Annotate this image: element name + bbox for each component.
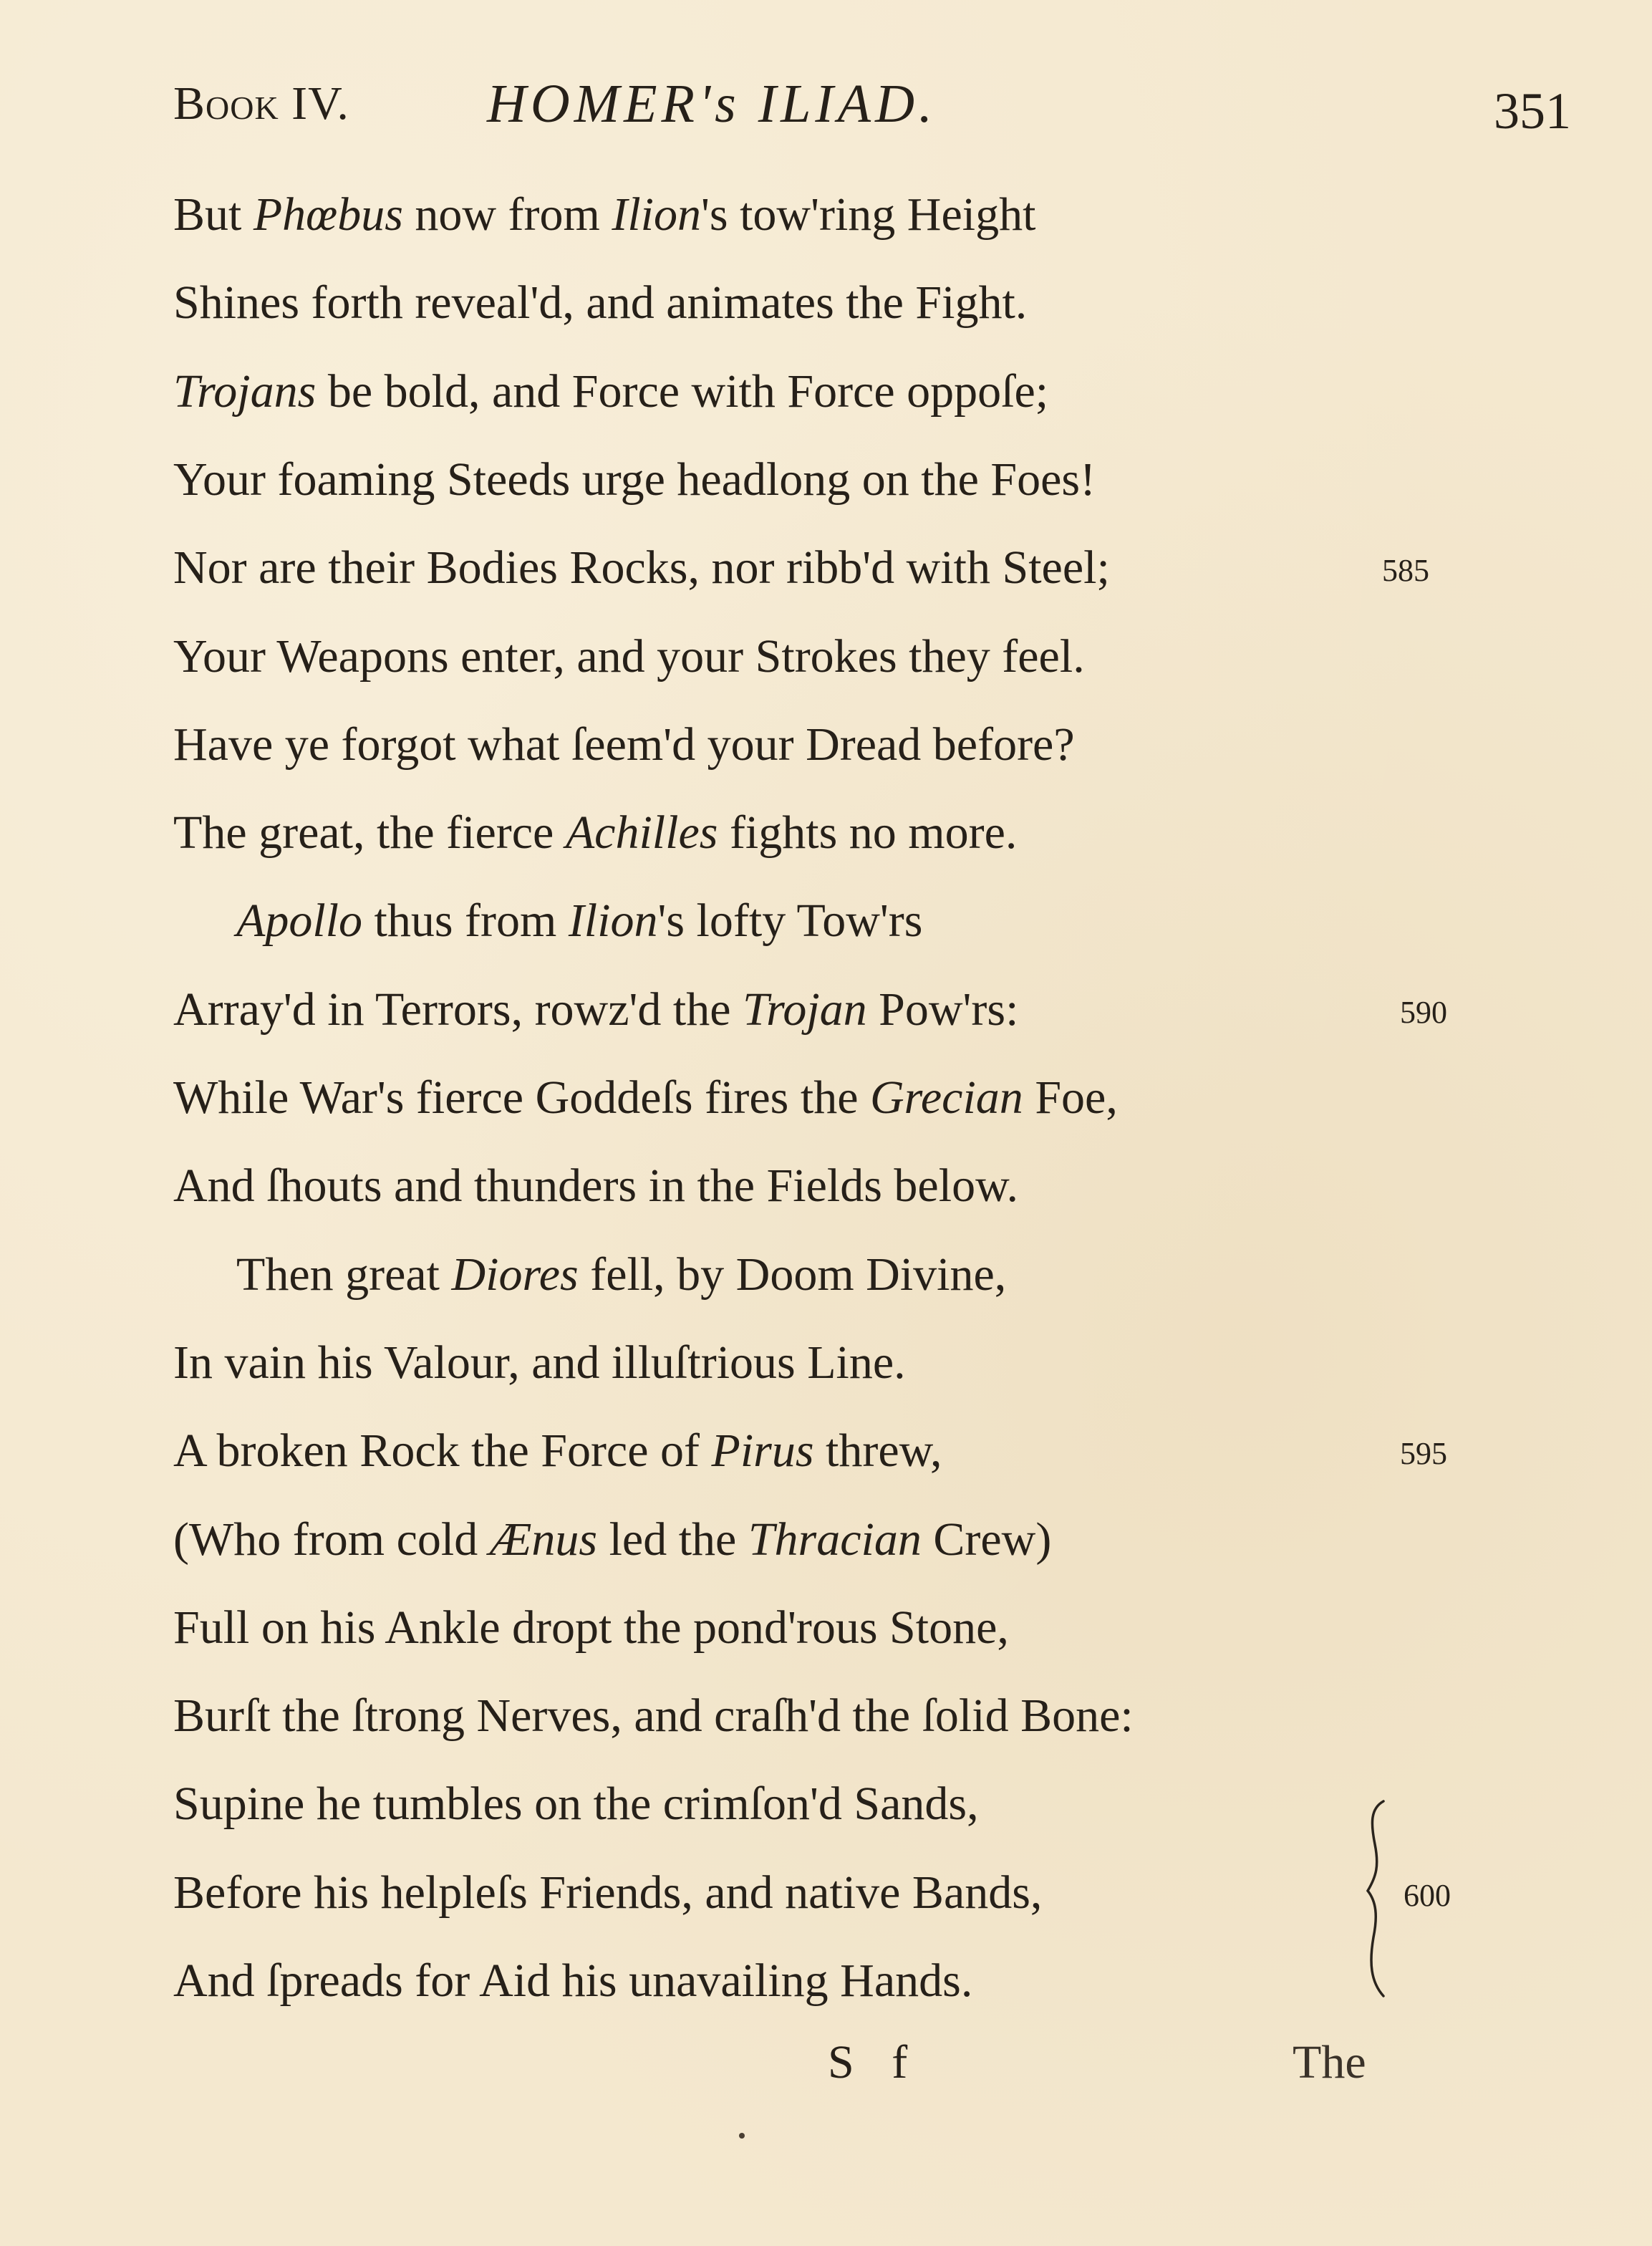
line-number: 590 [1400, 995, 1447, 1030]
verse-line [173, 1327, 906, 1399]
verse-line [173, 1945, 972, 2017]
verse-text: And ſpreads for Aid his unavailing Hands. [173, 1955, 973, 2007]
italic-name: Pirus [711, 1425, 814, 1477]
verse-text: Burſt the ſtrong Nerves, and craſh'd the ſolid Bone: [173, 1690, 1134, 1742]
verse-line [173, 974, 1018, 1046]
ink-speck [739, 2133, 745, 2139]
verse-line [173, 1592, 1009, 1664]
verse-text: (Who from cold [173, 1513, 490, 1566]
verse-text: Crew) [921, 1513, 1052, 1566]
verse-line [236, 885, 922, 957]
verse-text: now from [402, 188, 612, 241]
verse-line [173, 1504, 1051, 1576]
verse-text: Foe, [1023, 1071, 1118, 1124]
verse-line [173, 1768, 979, 1840]
verse-text: be bold, and Force with Force oppoſe; [316, 365, 1049, 418]
verse-text: In vain his Valour, and illuſtrious Line. [173, 1336, 906, 1389]
verse-line [173, 356, 1048, 428]
verse-line [236, 1239, 1006, 1311]
verse-line [173, 1680, 1134, 1752]
verse-text: Your foaming Steeds urge headlong on the Foes! [173, 453, 1096, 506]
verse-text: threw, [813, 1425, 942, 1477]
page-header [0, 68, 1652, 140]
italic-name: Diores [451, 1248, 579, 1301]
verse-text: While War's fierce Goddeſs fires the [173, 1071, 870, 1124]
italic-name: Trojan [743, 983, 867, 1036]
verse-text: A broken Rock the Force of [173, 1425, 712, 1477]
verse-line [173, 1062, 1118, 1134]
verse-line [173, 1150, 1018, 1222]
verse-text: 's tow'ring Height [701, 188, 1036, 241]
verse-text: And ſhouts and thunders in the Fields below. [173, 1160, 1018, 1212]
verse-text: fell, by Doom Divine, [578, 1248, 1007, 1301]
verse-text: But [173, 188, 253, 241]
running-title: HOMER's ILIAD. [487, 74, 937, 134]
italic-name: Ilion [568, 895, 658, 947]
verse-line [173, 267, 1027, 339]
verse-text: Have ye forgot what ſeem'd your Dread before? [173, 718, 1075, 771]
verse-text: Supine he tumbles on the crimſon'd Sands, [173, 1778, 979, 1830]
verse-line [173, 621, 1085, 693]
italic-name: Ilion [612, 188, 702, 241]
page-number: 351 [1494, 82, 1571, 140]
book-label: Book IV. [173, 77, 349, 130]
verse-text: Then great [236, 1248, 452, 1301]
verse-text: Before his helpleſs Friends, and native Bands, [173, 1866, 1043, 1919]
verse-line [173, 532, 1110, 604]
line-number: 600 [1404, 1878, 1451, 1913]
verse-text: Nor are their Bodies Rocks, nor ribb'd with Steel; [173, 541, 1110, 594]
verse-line [173, 797, 1017, 869]
verse-text: Your Weapons enter, and your Strokes they feel. [173, 630, 1085, 683]
verse-text: Pow'rs: [866, 983, 1019, 1036]
verse-text: led the [597, 1513, 748, 1566]
italic-name: Achilles [565, 806, 718, 859]
verse-text: 's lofty Tow'rs [657, 895, 923, 947]
verse-line [173, 444, 1096, 516]
line-number: 585 [1382, 553, 1429, 588]
italic-name: Apollo [236, 895, 362, 947]
verse-line [173, 179, 1035, 251]
verse-text: thus from [362, 895, 569, 947]
verse-text: The great, the fierce [173, 806, 566, 859]
triplet-brace [1355, 1794, 1405, 2002]
verse-text: fights no more. [718, 806, 1018, 859]
verse-line [173, 1857, 1042, 1929]
italic-name: Thracian [748, 1513, 922, 1566]
verse-text: Full on his Ankle dropt the pond'rous Stone, [173, 1601, 1009, 1654]
verse-line [173, 709, 1075, 781]
verse-text: Shines forth reveal'd, and animates the Fight. [173, 276, 1028, 329]
verse-text: Array'd in Terrors, rowz'd the [173, 983, 743, 1036]
italic-name: Trojans [173, 365, 317, 418]
line-number: 595 [1400, 1436, 1447, 1471]
catchword: The [1293, 2036, 1366, 2088]
signature-mark: S f [828, 2036, 921, 2088]
italic-name: Grecian [869, 1071, 1023, 1124]
verse-line [173, 1415, 942, 1487]
italic-name: Phœbus [253, 188, 403, 241]
italic-name: Ænus [489, 1513, 598, 1566]
